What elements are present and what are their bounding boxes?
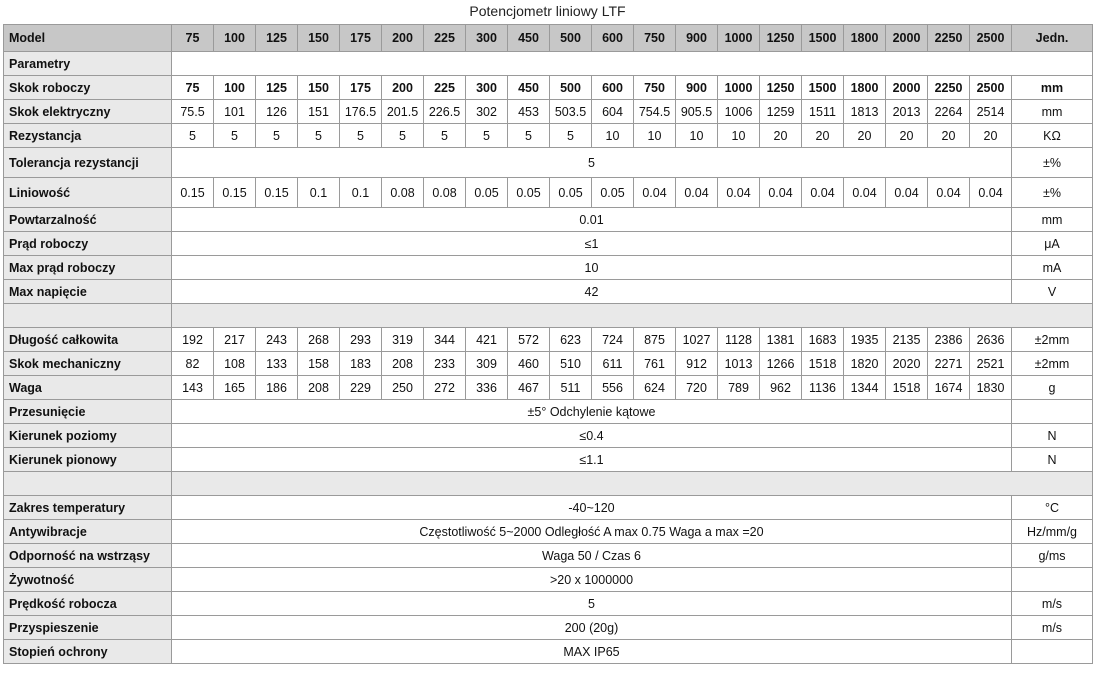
table-row <box>4 520 1093 544</box>
value-cell: 217 <box>214 328 256 352</box>
value-cell: 511 <box>550 376 592 400</box>
table-row <box>4 544 1093 568</box>
header-model-450: 450 <box>508 25 550 52</box>
value-cell: 0.05 <box>550 178 592 208</box>
value-cell: 20 <box>886 124 928 148</box>
value-cell: 572 <box>508 328 550 352</box>
value-cell: 300 <box>466 76 508 100</box>
spanned-value-cell: 10 <box>172 256 1012 280</box>
table-row <box>4 328 1093 352</box>
value-cell: 101 <box>214 100 256 124</box>
table-row <box>4 352 1093 376</box>
spanned-value-cell: MAX IP65 <box>172 640 1012 664</box>
row-label: Przesunięcie <box>4 400 172 424</box>
value-cell: 309 <box>466 352 508 376</box>
unit-cell: mm <box>1012 208 1093 232</box>
spanned-value-cell: -40~120 <box>172 496 1012 520</box>
value-cell: 10 <box>592 124 634 148</box>
row-label: Stopień ochrony <box>4 640 172 664</box>
spanned-value-cell: ≤0.4 <box>172 424 1012 448</box>
value-cell: 467 <box>508 376 550 400</box>
value-cell: 0.15 <box>256 178 298 208</box>
unit-cell: m/s <box>1012 616 1093 640</box>
value-cell: 5 <box>214 124 256 148</box>
value-cell: 761 <box>634 352 676 376</box>
value-cell: 1006 <box>718 100 760 124</box>
unit-cell: g <box>1012 376 1093 400</box>
value-cell: 2636 <box>970 328 1012 352</box>
value-cell: 0.05 <box>508 178 550 208</box>
value-cell: 2000 <box>886 76 928 100</box>
section-empty <box>172 52 1093 76</box>
value-cell: 1128 <box>718 328 760 352</box>
value-cell: 151 <box>298 100 340 124</box>
value-cell: 0.05 <box>466 178 508 208</box>
header-model-150: 150 <box>298 25 340 52</box>
value-cell: 20 <box>970 124 1012 148</box>
value-cell: 0.08 <box>382 178 424 208</box>
spacer-cell <box>172 472 1093 496</box>
value-cell: 0.05 <box>592 178 634 208</box>
value-cell: 1830 <box>970 376 1012 400</box>
unit-cell <box>1012 400 1093 424</box>
table-row <box>4 400 1093 424</box>
value-cell: 0.1 <box>340 178 382 208</box>
value-cell: 268 <box>298 328 340 352</box>
value-cell: 500 <box>550 76 592 100</box>
header-row <box>4 25 1093 52</box>
unit-cell: KΩ <box>1012 124 1093 148</box>
value-cell: 272 <box>424 376 466 400</box>
header-model-2250: 2250 <box>928 25 970 52</box>
value-cell: 0.04 <box>928 178 970 208</box>
row-label: Kierunek pionowy <box>4 448 172 472</box>
header-model-100: 100 <box>214 25 256 52</box>
value-cell: 2013 <box>886 100 928 124</box>
spanned-value-cell: >20 x 1000000 <box>172 568 1012 592</box>
value-cell: 20 <box>844 124 886 148</box>
spanned-value-cell: 42 <box>172 280 1012 304</box>
spacer-row <box>4 304 1093 328</box>
unit-cell: ±% <box>1012 148 1093 178</box>
header-model-500: 500 <box>550 25 592 52</box>
spacer-row <box>4 472 1093 496</box>
spanned-value-cell: Waga 50 / Czas 6 <box>172 544 1012 568</box>
value-cell: 2020 <box>886 352 928 376</box>
value-cell: 0.04 <box>886 178 928 208</box>
unit-cell: °C <box>1012 496 1093 520</box>
spacer-cell <box>172 304 1093 328</box>
value-cell: 604 <box>592 100 634 124</box>
header-model-750: 750 <box>634 25 676 52</box>
value-cell: 0.15 <box>172 178 214 208</box>
value-cell: 302 <box>466 100 508 124</box>
value-cell: 250 <box>382 376 424 400</box>
row-label: Rezystancja <box>4 124 172 148</box>
row-label: Zakres temperatury <box>4 496 172 520</box>
value-cell: 1136 <box>802 376 844 400</box>
table-row <box>4 376 1093 400</box>
value-cell: 226.5 <box>424 100 466 124</box>
unit-cell: mA <box>1012 256 1093 280</box>
table-row <box>4 592 1093 616</box>
value-cell: 2250 <box>928 76 970 100</box>
value-cell: 5 <box>424 124 466 148</box>
value-cell: 1013 <box>718 352 760 376</box>
value-cell: 0.04 <box>634 178 676 208</box>
value-cell: 556 <box>592 376 634 400</box>
unit-cell: ±2mm <box>1012 328 1093 352</box>
value-cell: 0.04 <box>844 178 886 208</box>
value-cell: 126 <box>256 100 298 124</box>
value-cell: 208 <box>382 352 424 376</box>
unit-cell: g/ms <box>1012 544 1093 568</box>
header-model-900: 900 <box>676 25 718 52</box>
header-model-1500: 1500 <box>802 25 844 52</box>
value-cell: 600 <box>592 76 634 100</box>
value-cell: 5 <box>382 124 424 148</box>
header-model-2000: 2000 <box>886 25 928 52</box>
value-cell: 133 <box>256 352 298 376</box>
value-cell: 20 <box>760 124 802 148</box>
spanned-value-cell: 5 <box>172 148 1012 178</box>
value-cell: 125 <box>256 76 298 100</box>
value-cell: 510 <box>550 352 592 376</box>
row-label: Waga <box>4 376 172 400</box>
header-model-225: 225 <box>424 25 466 52</box>
value-cell: 10 <box>634 124 676 148</box>
value-cell: 905.5 <box>676 100 718 124</box>
table-row <box>4 256 1093 280</box>
value-cell: 5 <box>340 124 382 148</box>
row-label: Liniowość <box>4 178 172 208</box>
header-model-125: 125 <box>256 25 298 52</box>
value-cell: 225 <box>424 76 466 100</box>
value-cell: 789 <box>718 376 760 400</box>
table-row <box>4 496 1093 520</box>
row-label: Prędkość robocza <box>4 592 172 616</box>
value-cell: 293 <box>340 328 382 352</box>
value-cell: 165 <box>214 376 256 400</box>
value-cell: 1500 <box>802 76 844 100</box>
value-cell: 1259 <box>760 100 802 124</box>
value-cell: 2264 <box>928 100 970 124</box>
row-label: Prąd roboczy <box>4 232 172 256</box>
unit-cell: ±% <box>1012 178 1093 208</box>
value-cell: 1266 <box>760 352 802 376</box>
value-cell: 2386 <box>928 328 970 352</box>
unit-cell: Hz/mm/g <box>1012 520 1093 544</box>
value-cell: 1518 <box>886 376 928 400</box>
spanned-value-cell: ≤1 <box>172 232 1012 256</box>
value-cell: 82 <box>172 352 214 376</box>
value-cell: 0.04 <box>760 178 802 208</box>
value-cell: 201.5 <box>382 100 424 124</box>
table-row <box>4 100 1093 124</box>
value-cell: 1344 <box>844 376 886 400</box>
row-label: Żywotność <box>4 568 172 592</box>
value-cell: 75.5 <box>172 100 214 124</box>
row-label: Odporność na wstrząsy <box>4 544 172 568</box>
row-label: Parametry <box>4 52 172 76</box>
header-model-300: 300 <box>466 25 508 52</box>
row-label: Max napięcie <box>4 280 172 304</box>
table-row <box>4 280 1093 304</box>
value-cell: 243 <box>256 328 298 352</box>
value-cell: 336 <box>466 376 508 400</box>
value-cell: 183 <box>340 352 382 376</box>
value-cell: 1381 <box>760 328 802 352</box>
value-cell: 5 <box>508 124 550 148</box>
unit-cell: N <box>1012 424 1093 448</box>
value-cell: 503.5 <box>550 100 592 124</box>
spec-table-body <box>4 25 1093 664</box>
value-cell: 150 <box>298 76 340 100</box>
value-cell: 623 <box>550 328 592 352</box>
spacer-label <box>4 472 172 496</box>
value-cell: 229 <box>340 376 382 400</box>
value-cell: 1813 <box>844 100 886 124</box>
header-model-2500: 2500 <box>970 25 1012 52</box>
value-cell: 143 <box>172 376 214 400</box>
row-label: Max prąd roboczy <box>4 256 172 280</box>
row-label: Długość całkowita <box>4 328 172 352</box>
header-model-1000: 1000 <box>718 25 760 52</box>
value-cell: 5 <box>298 124 340 148</box>
value-cell: 750 <box>634 76 676 100</box>
value-cell: 2514 <box>970 100 1012 124</box>
value-cell: 208 <box>298 376 340 400</box>
value-cell: 75 <box>172 76 214 100</box>
value-cell: 1820 <box>844 352 886 376</box>
value-cell: 421 <box>466 328 508 352</box>
value-cell: 5 <box>256 124 298 148</box>
value-cell: 1935 <box>844 328 886 352</box>
spec-table <box>3 24 1093 664</box>
unit-cell: μA <box>1012 232 1093 256</box>
value-cell: 1511 <box>802 100 844 124</box>
value-cell: 912 <box>676 352 718 376</box>
table-row <box>4 148 1093 178</box>
table-row <box>4 448 1093 472</box>
table-row <box>4 568 1093 592</box>
value-cell: 0.15 <box>214 178 256 208</box>
value-cell: 5 <box>466 124 508 148</box>
header-model-600: 600 <box>592 25 634 52</box>
header-model-200: 200 <box>382 25 424 52</box>
value-cell: 200 <box>382 76 424 100</box>
header-model-1800: 1800 <box>844 25 886 52</box>
unit-cell: N <box>1012 448 1093 472</box>
value-cell: 2521 <box>970 352 1012 376</box>
section-row <box>4 52 1093 76</box>
spanned-value-cell: 200 (20g) <box>172 616 1012 640</box>
value-cell: 0.1 <box>298 178 340 208</box>
value-cell: 875 <box>634 328 676 352</box>
value-cell: 900 <box>676 76 718 100</box>
value-cell: 1518 <box>802 352 844 376</box>
header-model-75: 75 <box>172 25 214 52</box>
spanned-value-cell: ≤1.1 <box>172 448 1012 472</box>
spanned-value-cell: 0.01 <box>172 208 1012 232</box>
value-cell: 450 <box>508 76 550 100</box>
header-label-model: Model <box>4 25 172 52</box>
unit-cell: ±2mm <box>1012 352 1093 376</box>
table-row <box>4 178 1093 208</box>
value-cell: 10 <box>718 124 760 148</box>
value-cell: 1027 <box>676 328 718 352</box>
value-cell: 175 <box>340 76 382 100</box>
value-cell: 10 <box>676 124 718 148</box>
value-cell: 1683 <box>802 328 844 352</box>
table-row <box>4 76 1093 100</box>
row-label: Przyspieszenie <box>4 616 172 640</box>
value-cell: 2271 <box>928 352 970 376</box>
value-cell: 1800 <box>844 76 886 100</box>
row-label: Antywibracje <box>4 520 172 544</box>
row-label: Skok roboczy <box>4 76 172 100</box>
value-cell: 108 <box>214 352 256 376</box>
value-cell: 192 <box>172 328 214 352</box>
value-cell: 754.5 <box>634 100 676 124</box>
unit-cell <box>1012 640 1093 664</box>
table-row <box>4 232 1093 256</box>
unit-cell: mm <box>1012 76 1093 100</box>
value-cell: 0.04 <box>718 178 760 208</box>
value-cell: 1000 <box>718 76 760 100</box>
value-cell: 176.5 <box>340 100 382 124</box>
value-cell: 624 <box>634 376 676 400</box>
value-cell: 724 <box>592 328 634 352</box>
spanned-value-cell: Częstotliwość 5~2000 Odległość A max 0.75 Waga a max =20 <box>172 520 1012 544</box>
value-cell: 720 <box>676 376 718 400</box>
value-cell: 1674 <box>928 376 970 400</box>
value-cell: 1250 <box>760 76 802 100</box>
value-cell: 20 <box>802 124 844 148</box>
value-cell: 2135 <box>886 328 928 352</box>
table-row <box>4 640 1093 664</box>
value-cell: 453 <box>508 100 550 124</box>
value-cell: 2500 <box>970 76 1012 100</box>
value-cell: 0.04 <box>802 178 844 208</box>
table-row <box>4 424 1093 448</box>
header-unit: Jedn. <box>1012 25 1093 52</box>
header-model-1250: 1250 <box>760 25 802 52</box>
value-cell: 962 <box>760 376 802 400</box>
value-cell: 0.04 <box>970 178 1012 208</box>
row-label: Tolerancja rezystancji <box>4 148 172 178</box>
value-cell: 20 <box>928 124 970 148</box>
table-row <box>4 208 1093 232</box>
value-cell: 0.04 <box>676 178 718 208</box>
unit-cell: m/s <box>1012 592 1093 616</box>
value-cell: 186 <box>256 376 298 400</box>
value-cell: 344 <box>424 328 466 352</box>
spanned-value-cell: 5 <box>172 592 1012 616</box>
value-cell: 100 <box>214 76 256 100</box>
value-cell: 233 <box>424 352 466 376</box>
value-cell: 319 <box>382 328 424 352</box>
value-cell: 5 <box>550 124 592 148</box>
row-label: Skok mechaniczny <box>4 352 172 376</box>
table-title: Potencjometr liniowy LTF <box>469 3 626 19</box>
value-cell: 611 <box>592 352 634 376</box>
value-cell: 158 <box>298 352 340 376</box>
unit-cell: mm <box>1012 100 1093 124</box>
value-cell: 5 <box>172 124 214 148</box>
table-row <box>4 124 1093 148</box>
row-label: Kierunek poziomy <box>4 424 172 448</box>
row-label: Skok elektryczny <box>4 100 172 124</box>
row-label: Powtarzalność <box>4 208 172 232</box>
unit-cell <box>1012 568 1093 592</box>
header-model-175: 175 <box>340 25 382 52</box>
value-cell: 460 <box>508 352 550 376</box>
spacer-label <box>4 304 172 328</box>
table-row <box>4 616 1093 640</box>
value-cell: 0.08 <box>424 178 466 208</box>
unit-cell: V <box>1012 280 1093 304</box>
spanned-value-cell: ±5° Odchylenie kątowe <box>172 400 1012 424</box>
